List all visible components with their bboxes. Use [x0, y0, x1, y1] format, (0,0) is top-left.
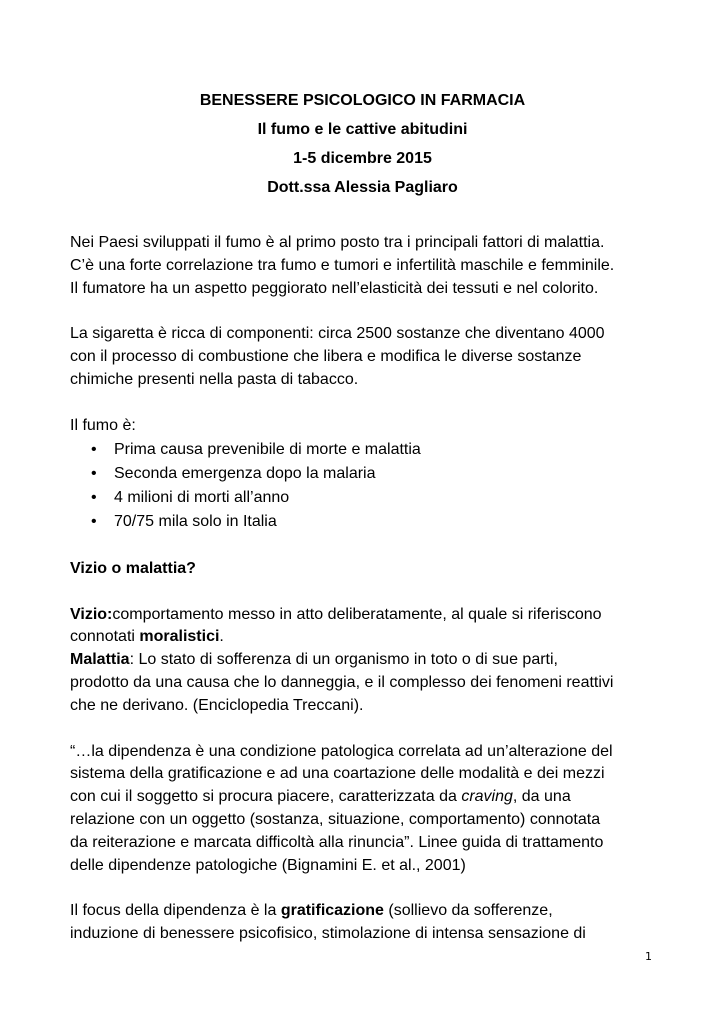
focus-line: induzione di benessere psicofisico, stimolazione di intensa sensazione di: [70, 925, 586, 943]
quote-line: sistema della gratificazione e ad una coartazione delle modalità e dei mezzi: [70, 765, 605, 783]
document-body: [70, 232, 660, 969]
intro-paragraph: [70, 232, 660, 300]
definitions-paragraph: [70, 604, 660, 718]
bullet-icon: •: [91, 440, 97, 458]
list-item: [70, 486, 660, 510]
list-item-text: 70/75 mila solo in Italia: [114, 513, 277, 531]
intro-line: C’è una forte correlazione tra fumo e tumori e infertilità maschile e femminile.: [70, 256, 615, 274]
intro-line: Nei Paesi sviluppati il fumo è al primo posto tra i principali fattori di malattia.: [70, 234, 605, 251]
cigarette-line: La sigaretta è ricca di componenti: circa 2500 sostanze che diventano 4000: [70, 325, 605, 343]
document-title: BENESSERE PSICOLOGICO IN FARMACIA: [199, 92, 526, 109]
cigarette-paragraph: [70, 323, 660, 391]
document-header: [0, 86, 725, 202]
list-item-text: Prima causa prevenibile di morte e malattia: [114, 440, 421, 458]
page-number: 1: [645, 950, 652, 963]
quote-line: relazione con un oggetto (sostanza, situazione, comportamento) connotata: [70, 810, 601, 828]
quote-line: da reiterazione e marcata difficoltà alla rinuncia”. Linee guida di trattamento: [70, 833, 604, 851]
document-dates: 1-5 dicembre 2015: [293, 150, 432, 167]
vizio-text: connotati: [70, 628, 140, 646]
vizio-text: .: [219, 628, 224, 646]
vizio-term: Vizio:: [70, 605, 113, 623]
bullet-icon: •: [91, 513, 97, 531]
document-author: Dott.ssa Alessia Pagliaro: [267, 179, 458, 196]
list-item-text: 4 milioni di morti all’anno: [114, 489, 290, 507]
quote-line: “…la dipendenza è una condizione patologica correlata ad un’alterazione del: [70, 742, 613, 760]
vizio-text: comportamento messo in atto deliberatamente, al quale si riferiscono: [112, 605, 602, 623]
list-item: [70, 462, 660, 486]
focus-line: Il focus della dipendenza è la: [70, 902, 281, 920]
smoke-bullet-list: [70, 438, 660, 535]
quote-paragraph: [70, 741, 660, 878]
focus-emphasis: gratificazione: [280, 902, 384, 920]
cigarette-line: chimiche presenti nella pasta di tabacco.: [70, 370, 359, 388]
cigarette-line: con il processo di combustione che libera e modifica le diverse sostanze: [70, 348, 582, 366]
quote-line: , da una: [512, 788, 571, 806]
quote-craving: craving: [461, 788, 513, 806]
focus-paragraph: [70, 900, 660, 946]
smoke-intro: Il fumo è:: [70, 416, 136, 434]
section-heading: Vizio o malattia?: [70, 559, 196, 577]
intro-line: Il fumatore ha un aspetto peggiorato nell’elasticità dei tessuti e nel colorito.: [70, 279, 599, 297]
list-item-text: Seconda emergenza dopo la malaria: [114, 464, 376, 482]
malattia-term: Malattia: [70, 651, 130, 669]
vizio-emphasis: moralistici: [139, 628, 220, 646]
document-subtitle: Il fumo e le cattive abitudini: [257, 121, 468, 138]
quote-line: con cui il soggetto si procura piacere, caratterizzata da: [70, 788, 462, 806]
bullet-icon: •: [91, 464, 97, 482]
focus-line: (sollievo da sofferenze,: [383, 902, 553, 920]
bullet-icon: •: [91, 489, 97, 507]
malattia-text: : Lo stato di sofferenza di un organismo in toto o di sue parti,: [129, 651, 558, 669]
list-item: [70, 510, 660, 534]
quote-line: delle dipendenze patologiche (Bignamini E. et al., 2001): [70, 856, 466, 874]
malattia-text: prodotto da una causa che lo danneggia, e il complesso dei fenomeni reattivi: [70, 673, 614, 691]
malattia-text: che ne derivano. (Enciclopedia Treccani).: [70, 696, 364, 714]
list-item: [70, 438, 660, 462]
